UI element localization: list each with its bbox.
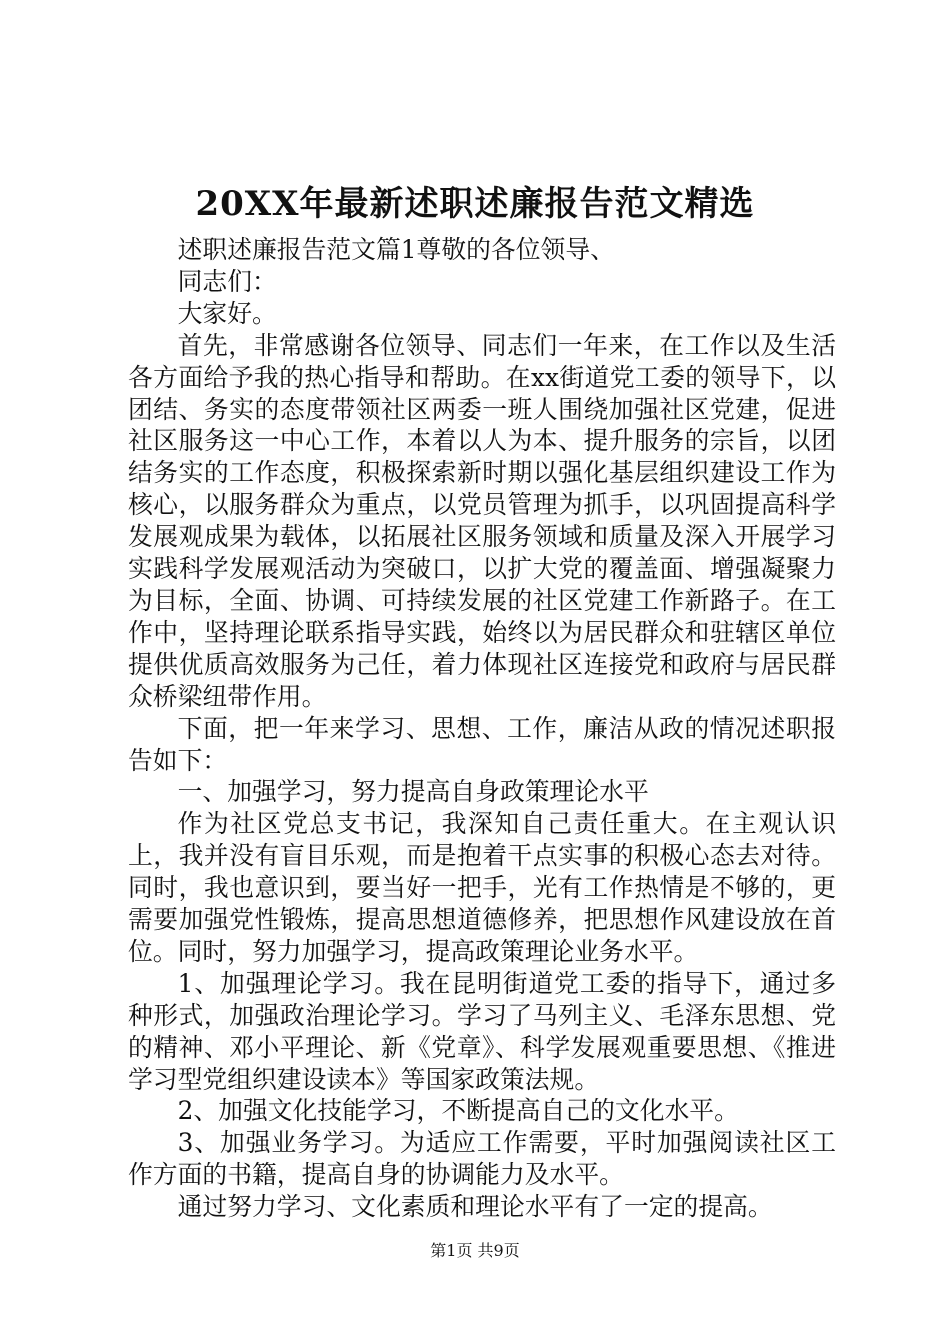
paragraph: 通过努力学习、文化素质和理论水平有了一定的提高。	[177, 1192, 773, 1222]
document-title: 20XX年最新述职述廉报告范文精选	[195, 184, 755, 224]
document-body	[128, 234, 836, 1223]
paragraph: 首先，非常感谢各位领导、同志们一年来，在工作以及生活各方面给予我的热心指导和帮助。在xx街道党工委的领导下，以团结、务实的态度带领社区两委一班人围绕加强社区党建，促进社区服务这一中心工作，本着以人为本、提升服务的宗旨，以团结务实的工作态度，积极探索新时期以强化基层组织建设工作为核心，以服务群众为重点，以党员管理为抓手，以巩固提高科学发展观成果为载体，以拓展社区服务领域和质量及深入开展学习实践科学发展观活动为突破口，以扩大党的覆盖面、增强凝聚力为目标，全面、协调、可持续发展的社区党建工作新路子。在工作中，坚持理论联系指导实践，始终以为居民群众和驻辖区单位提供优质高效服务为己任，着力体现社区连接党和政府与居民群众桥梁纽带作用。	[128, 330, 836, 711]
paragraph: 2、加强文化技能学习，不断提高自己的文化水平。	[177, 1096, 739, 1126]
paragraph: 大家好。	[177, 298, 277, 328]
paragraph: 述职述廉报告范文篇1尊敬的各位领导、	[177, 235, 615, 264]
paragraph: 3、加强业务学习。为适应工作需要，平时加强阅读社区工作方面的书籍，提高自身的协调能力及水平。	[128, 1128, 836, 1190]
paragraph: 1、加强理论学习。我在昆明街道党工委的指导下，通过多种形式，加强政治理论学习。学习了马列主义、毛泽东思想、党的精神、邓小平理论、新《党章》、科学发展观重要思想、《推进学习型党组织建设读本》等国家政策法规。	[128, 968, 836, 1094]
paragraph: 作为社区党总支书记，我深知自己责任重大。在主观认识上，我并没有盲目乐观，而是抱着干点实事的积极心态去对待。同时，我也意识到，要当好一把手，光有工作热情是不够的，更需要加强党性锻炼，提高思想道德修养，把思想作风建设放在首位。同时，努力加强学习，提高政策理论业务水平。	[128, 809, 836, 966]
paragraph: 同志们：	[177, 266, 277, 296]
section-heading: 一、加强学习，努力提高自身政策理论水平	[177, 777, 649, 807]
page-footer: 第1页 共9页	[430, 1241, 520, 1260]
paragraph: 下面，把一年来学习、思想、工作，廉洁从政的情况述职报告如下：	[128, 713, 836, 775]
